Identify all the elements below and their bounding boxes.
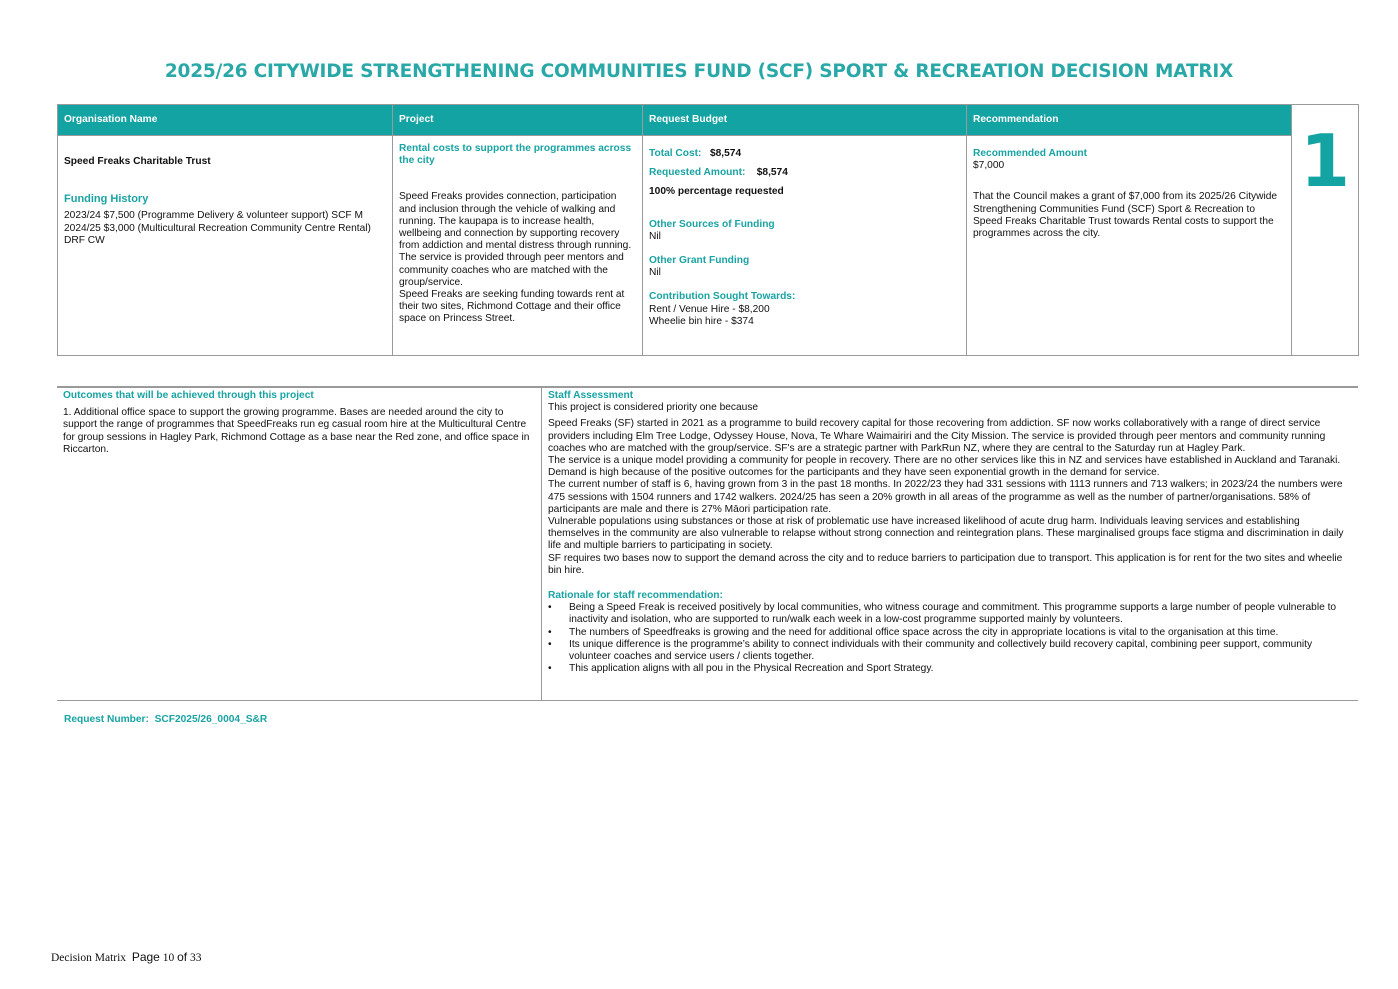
organisation-cell	[58, 136, 393, 356]
request-number: Request Number: SCF2025/26_0004_S&R	[64, 714, 268, 725]
priority-number-cell	[1292, 105, 1359, 356]
rationale-item: • Being a Speed Freak is received positively by local communities, who witness courage and commitment. This programme supports a large number of people vulnerable to inactivity and isolation, who are supported to run/walk each week in a low-cost programme supported mainly by volunteers.	[548, 602, 1352, 626]
footer-doc-name: Decision Matrix	[51, 952, 127, 964]
decision-matrix-table	[57, 104, 1359, 356]
requested-amount-label: Requested Amount:	[649, 167, 746, 179]
staff-assessment-paragraph: The service is a unique model providing a community for people in recovery. There are no other services like this in NZ and services have established in Auckland and Taranaki. Demand is high because of the positive outcomes for the participants and they have seen exponential growth in the demand for service.	[548, 455, 1341, 479]
outcomes-panel	[57, 388, 542, 700]
outcomes-text: 1. Additional office space to support the growing programme. Bases are needed around the city to support the range of programmes that SpeedFreaks run eg casual room hire at the Multicultural Centre for group sessions in Hagley Park, Richmond Cottage as a base near the Red zone, and office space in Riccarton.	[63, 407, 530, 455]
staff-assessment-paragraph: The current number of staff is 6, having grown from 3 in the past 18 months. In 2022/23 they had 331 sessions with 1113 runners and 713 walkers; in 2023/24 the numbers were 475 sessions with 1504 runners and 1742 walkers. 2024/25 has seen a 20% growth in all areas of the programme as well as the number of partner/organisations. 58% of participants are male and there is 27% Māori participation rate.	[548, 479, 1343, 515]
recommendation-text: That the Council makes a grant of $7,000 from its 2025/26 Citywide Strengthening Communities Fund (SCF) Sport & Recreation to Speed Freaks Charitable Trust towards Rental costs to support the programmes across the city.	[973, 191, 1278, 240]
rationale-label: Rationale for staff recommendation:	[548, 590, 723, 602]
header-project: Project	[393, 105, 643, 136]
percentage-requested: 100% percentage requested	[649, 186, 784, 198]
header-organisation-name: Organisation Name	[58, 105, 393, 136]
project-description-funding: Speed Freaks are seeking funding towards rent at their two sites, Richmond Cottage and their office space on Princess Street.	[399, 289, 625, 325]
rationale-item: • Its unique difference is the programme’s ability to connect individuals with their community and collectively build recovery capital, combining peer support, community volunteer coaches and service users / clients together.	[548, 639, 1352, 663]
page-footer	[51, 951, 201, 964]
other-sources-value: Nil	[649, 230, 661, 242]
project-title: Rental costs to support the programmes across the city	[399, 143, 632, 167]
staff-assessment-paragraph: SF requires two bases now to support the demand across the city and to reduce barriers to participation due to transport. This application is for rent for the two sites and wheelie bin hire.	[548, 552, 1343, 576]
project-cell	[393, 136, 643, 356]
recommendation-cell	[967, 136, 1292, 356]
header-request-budget: Request Budget	[643, 105, 967, 136]
other-sources-label: Other Sources of Funding	[649, 218, 775, 230]
outcomes-label: Outcomes that will be achieved through this project	[63, 390, 314, 401]
rationale-item: • This application aligns with all pou in the Physical Recreation and Sport Strategy.	[548, 663, 1352, 675]
requested-amount-value: $8,574	[756, 167, 788, 179]
footer-page-number: 10	[162, 952, 175, 964]
project-description: Speed Freaks provides connection, participation and inclusion through the vehicle of walking and running. The kaupapa is to increase health, wellbeing and connection by supporting recovery from addiction and mental distress through running. The service is provided through peer mentors and community coaches who are matched with the group/service.	[399, 191, 632, 288]
footer-page-word: Page	[131, 950, 160, 964]
contribution-label: Contribution Sought Towards:	[649, 291, 796, 303]
staff-assessment-paragraph: Speed Freaks (SF) started in 2021 as a programme to build recovery capital for those recovering from addiction. SF now works collaboratively with a range of direct service providers including Elm Tree Lodge, Odyssey House, Nova, Te Whare Waimairiri and the City Mission. The service is provided through peer mentors and community running coaches who are matched with the group/service. SF's are a strategic partner with ParkRun NZ, where they are central to the Saturday run at Hagley Park.	[548, 418, 1326, 454]
priority-number: 1	[1299, 119, 1351, 203]
footer-page-total: 33	[189, 952, 202, 964]
recommended-amount-label: Recommended Amount	[973, 148, 1087, 159]
rationale-item: • The numbers of Speedfreaks is growing and the need for additional office space across the city in appropriate locations is vital to the organisation at this time.	[548, 627, 1352, 639]
funding-history-item: 2024/25 $3,000 (Multicultural Recreation Community Centre Rental) DRF CW	[64, 222, 371, 246]
contribution-item: Rent / Venue Hire - $8,200	[649, 303, 770, 315]
assessment-section	[57, 386, 1358, 701]
document-title: 2025/26 CITYWIDE STRENGTHENING COMMUNITIES FUND (SCF) SPORT & RECREATION DECISION MATRIX	[164, 61, 1234, 82]
staff-assessment-paragraph: Vulnerable populations using substances or those at risk of problematic use have increased likelihood of acute drug harm. Individuals leaving services and establishing themselves in the community are also vulnerable to relapse without strong connection and reintegration plans. These marginalised groups face stigma and discrimination in daily life and multiple barriers to participating in society.	[548, 516, 1344, 552]
total-cost-label: Total Cost:	[649, 148, 702, 159]
contribution-item: Wheelie bin hire - $374	[649, 315, 754, 327]
funding-history-label: Funding History	[64, 193, 149, 206]
staff-assessment-panel	[542, 388, 1358, 700]
other-grant-value: Nil	[649, 267, 661, 279]
rationale-list	[548, 602, 1352, 675]
recommended-amount-value: $7,000	[973, 160, 1005, 172]
funding-history-item: 2023/24 $7,500 (Programme Delivery & volunteer support) SCF M	[64, 210, 363, 222]
total-cost-value: $8,574	[709, 148, 742, 159]
other-grant-label: Other Grant Funding	[649, 255, 750, 267]
header-recommendation: Recommendation	[967, 105, 1292, 136]
staff-assessment-label: Staff Assessment	[548, 390, 634, 401]
budget-cell	[643, 136, 967, 356]
organisation-name: Speed Freaks Charitable Trust	[64, 156, 211, 167]
footer-of-word: of	[177, 950, 188, 964]
staff-assessment-intro: This project is considered priority one because	[548, 402, 759, 414]
